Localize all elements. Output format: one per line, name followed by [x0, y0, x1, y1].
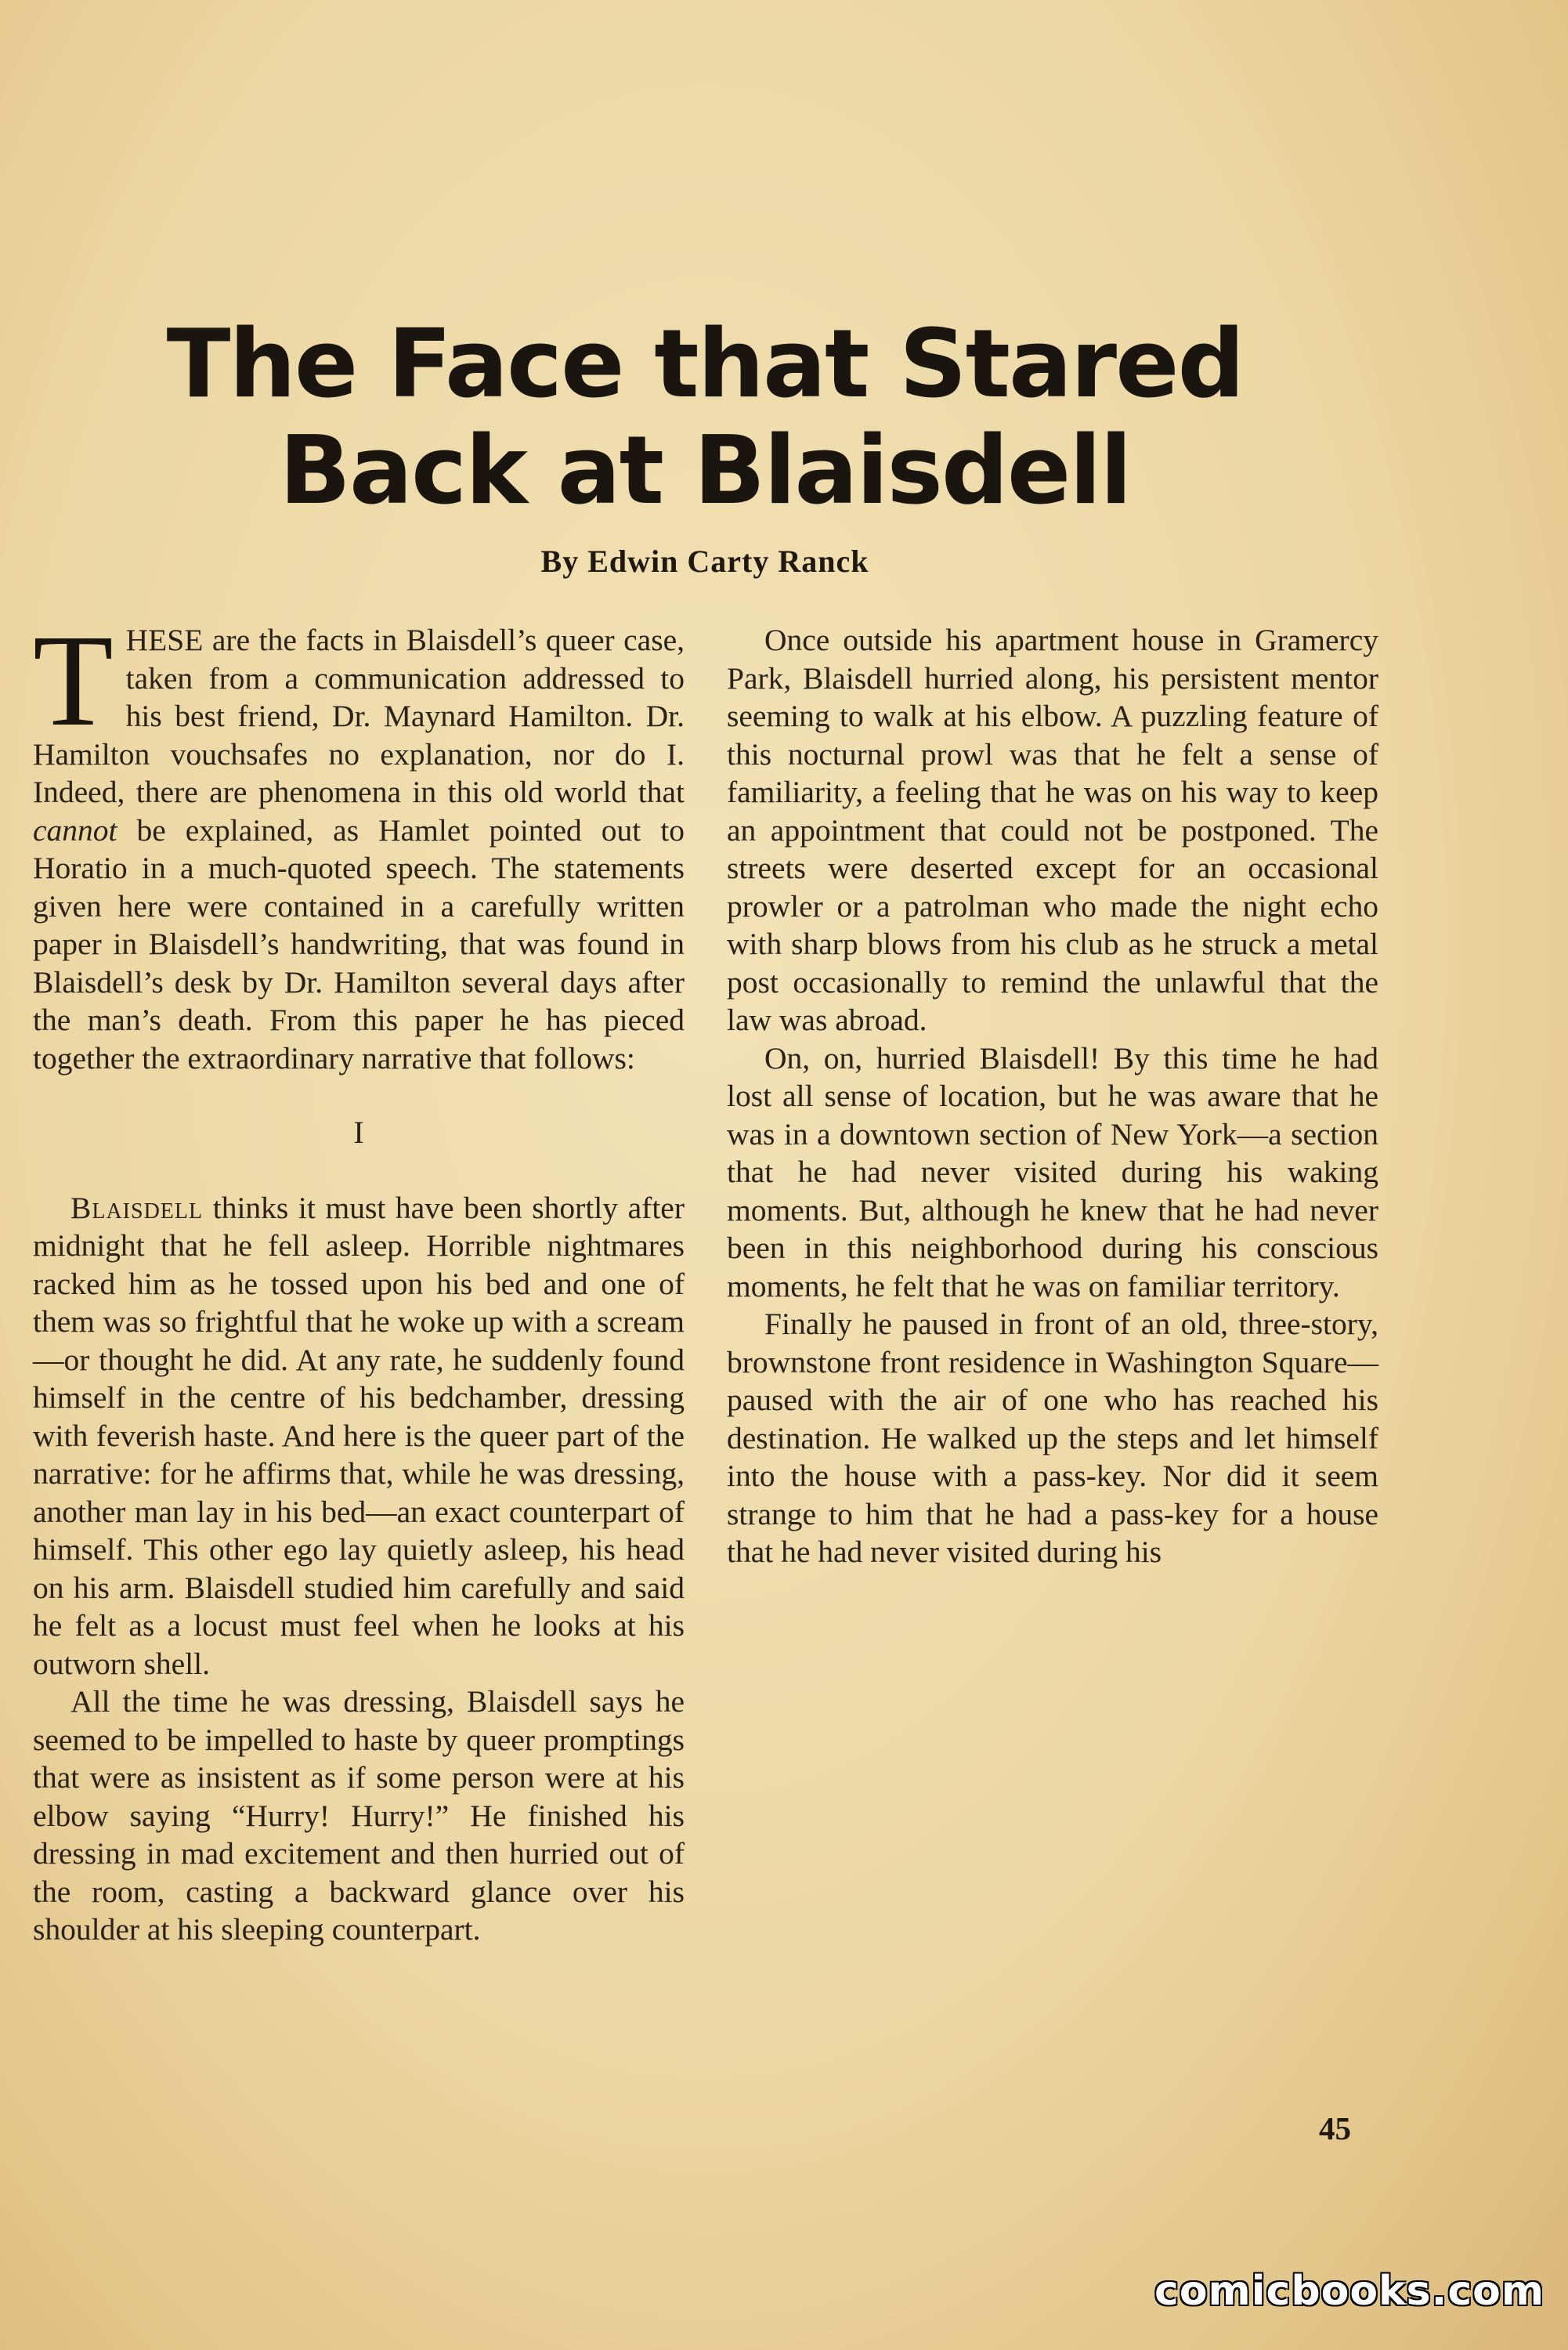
section-number: I [353, 1115, 364, 1150]
article-title: The Face that Stared Back at Blaisdell [166, 310, 1244, 526]
intro-paragraph [33, 608, 685, 1077]
intro-text-part2: be explained, as Hamlet pointed out to Horatio in a much-quoted speech. The statements given here were contained in a carefully written paper in Blaisdell’s handwriting, that was found in Blaisdell’s desk by Dr. Hamilton several days after the man’s death. From this paper he has pieced together the extraordinary narrative that follows: [33, 812, 685, 1076]
paragraph-1-text: thinks it must have been shortly after midnight that he fell asleep. Horrible nightmares racked him as he tossed upon his bed and one of them was so frightful that he woke up with a scream—or thought he did. At any rate, he suddenly found himself in the centre of his bedchamber, dressing with feverish haste. And here is the queer part of the narrative: for he affirms that, while he was dressing, another man lay in his bed—an exact counterpart of himself. This other ego lay quietly asleep, his head on his arm. Blaisdell studied him carefully and said he felt as a locust must feel when he looks at his outworn shell. [33, 1190, 685, 1681]
drop-cap: T [33, 608, 114, 754]
paragraph-1 [33, 1189, 685, 1683]
paragraph-4: On, on, hurried Blaisdell! By this time he had lost all sense of location, but he was aware that he was in a downtown section of New York—a section that he had never visited during his waking moments. But, although he knew that he had never been in this neighborhood during his conscious moments, he felt that he was on familiar territory. [727, 1040, 1378, 1303]
right-column [727, 621, 1378, 1571]
paragraph-5: Finally he paused in front of an old, three-story, brownstone front residence in Washington Square—paused with the air of one who has reached his destination. He walked up the steps and let himself into the house with a pass-key. Nor did it seem strange to him that he had a pass-key for a house that he had never visited during his [727, 1307, 1378, 1569]
watermark-logo: comicbooks.com [1154, 2268, 1545, 2315]
page-number: 45 [1319, 2110, 1351, 2146]
small-caps-name: Blaisdell [70, 1190, 204, 1225]
intro-emphasis: cannot [33, 812, 117, 848]
paragraph-3: Once outside his apartment house in Gramercy Park, Blaisdell hurried along, his persistent mentor seeming to walk at his elbow. A puzzling feature of this nocturnal prowl was that he felt a sense of familiarity, a feeling that he was on his way to keep an appointment that could not be postponed. The streets were deserted except for an occasional prowler or a patrolman who made the night echo with sharp blows from his club as he struck a metal post occasionally to remind the unlawful that the law was abroad. [727, 623, 1378, 1037]
intro-text-part1: HESE are the facts in Blaisdell’s queer case, taken from a communication addressed to his best friend, Dr. Maynard Hamilton. Dr. Hamilton vouchsafes no explanation, nor do I. Indeed, there are phenomena in this old world that [33, 623, 685, 809]
paragraph-2: All the time he was dressing, Blaisdell says he seemed to be impelled to haste by queer promptings that were as insistent as if some person were at his elbow saying “Hurry! Hurry!” He finished his dressing in mad excitement and then hurried out of the room, casting a backward glance over his shoulder at his sleeping counterpart. [33, 1684, 685, 1947]
left-column [33, 608, 685, 1949]
byline: By Edwin Carty Ranck [540, 544, 869, 579]
